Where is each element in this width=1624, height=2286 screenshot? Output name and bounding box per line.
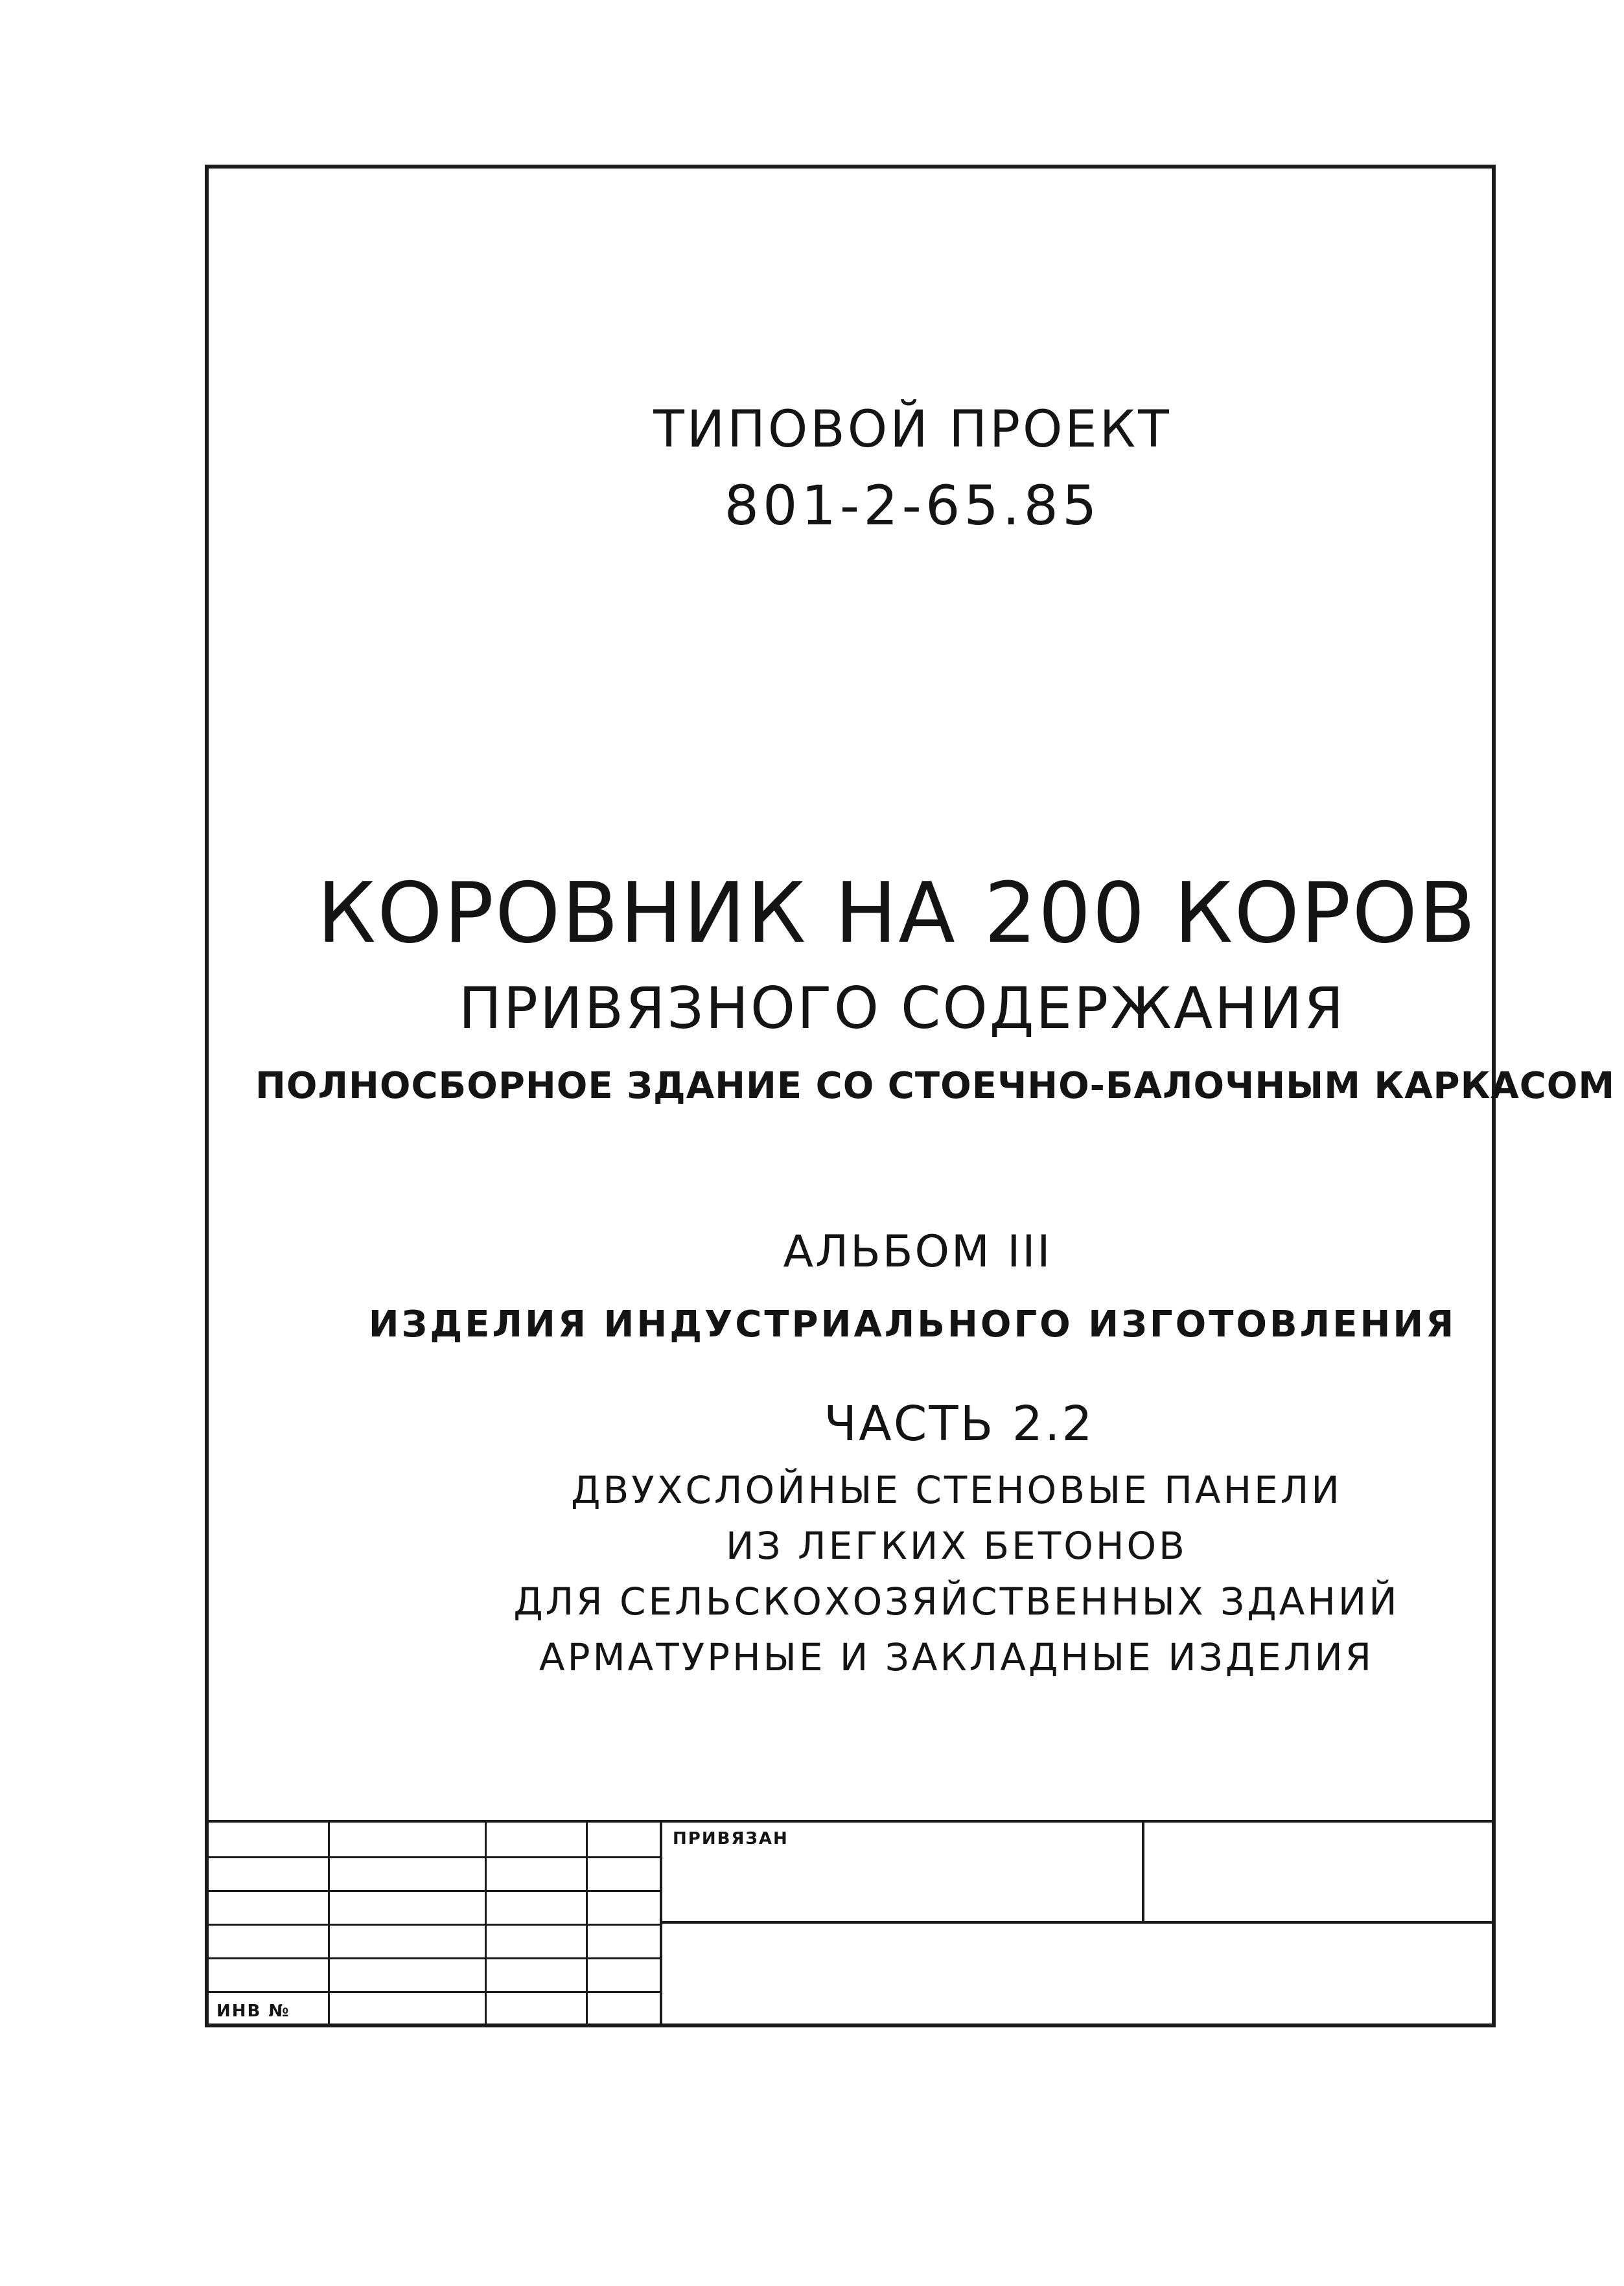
part-description-line: ДЛЯ СЕЛЬСКОХОЗЯЙСТВЕННЫХ ЗДАНИЙ <box>513 1580 1400 1624</box>
stamp-divider <box>662 1921 1492 1924</box>
drawing-frame <box>205 165 1616 2027</box>
document-title: КОРОВНИК НА 200 КОРОВ <box>317 865 1477 962</box>
document-subtitle: ПРИВЯЗНОГО СОДЕРЖАНИЯ <box>458 975 1346 1042</box>
album-description: ИЗДЕЛИЯ ИНДУСТРИАЛЬНОГО ИЗГОТОВЛЕНИЯ <box>368 1303 1457 1346</box>
project-number: 801-2-65.85 <box>724 474 1101 537</box>
stamp-divider <box>328 1823 330 2024</box>
part-description-line: ДВУХСЛОЙНЫЕ СТЕНОВЫЕ ПАНЕЛИ <box>571 1468 1342 1512</box>
part-description-line: ИЗ ЛЕГКИХ БЕТОНОВ <box>726 1524 1187 1568</box>
album-label: АЛЬБОМ III <box>783 1226 1052 1277</box>
stamp-divider <box>1142 1823 1144 1921</box>
stamp-grid <box>209 1820 662 2024</box>
stamp-divider <box>209 1890 660 1892</box>
stamp-divider <box>485 1823 487 2024</box>
stamp-divider <box>209 1957 660 1959</box>
stamp-divider <box>586 1823 588 2024</box>
inventory-number-label: ИНВ № <box>216 2001 290 2021</box>
project-label: ТИПОВОЙ ПРОЕКТ <box>653 401 1172 459</box>
stamp-divider <box>209 1924 660 1926</box>
part-description-line: АРМАТУРНЫЕ И ЗАКЛАДНЫЕ ИЗДЕЛИЯ <box>539 1635 1375 1679</box>
title-block-stamp <box>209 1820 1492 2024</box>
tied-label: ПРИВЯЗАН <box>673 1829 789 1849</box>
stamp-binding-area <box>662 1820 1492 2024</box>
stamp-divider <box>209 1856 660 1858</box>
part-label: ЧАСТЬ 2.2 <box>824 1396 1095 1452</box>
stamp-divider <box>209 1991 660 1993</box>
building-description: ПОЛНОСБОРНОЕ ЗДАНИЕ СО СТОЕЧНО-БАЛОЧНЫМ КАРКАСОМ <box>255 1065 1616 1107</box>
